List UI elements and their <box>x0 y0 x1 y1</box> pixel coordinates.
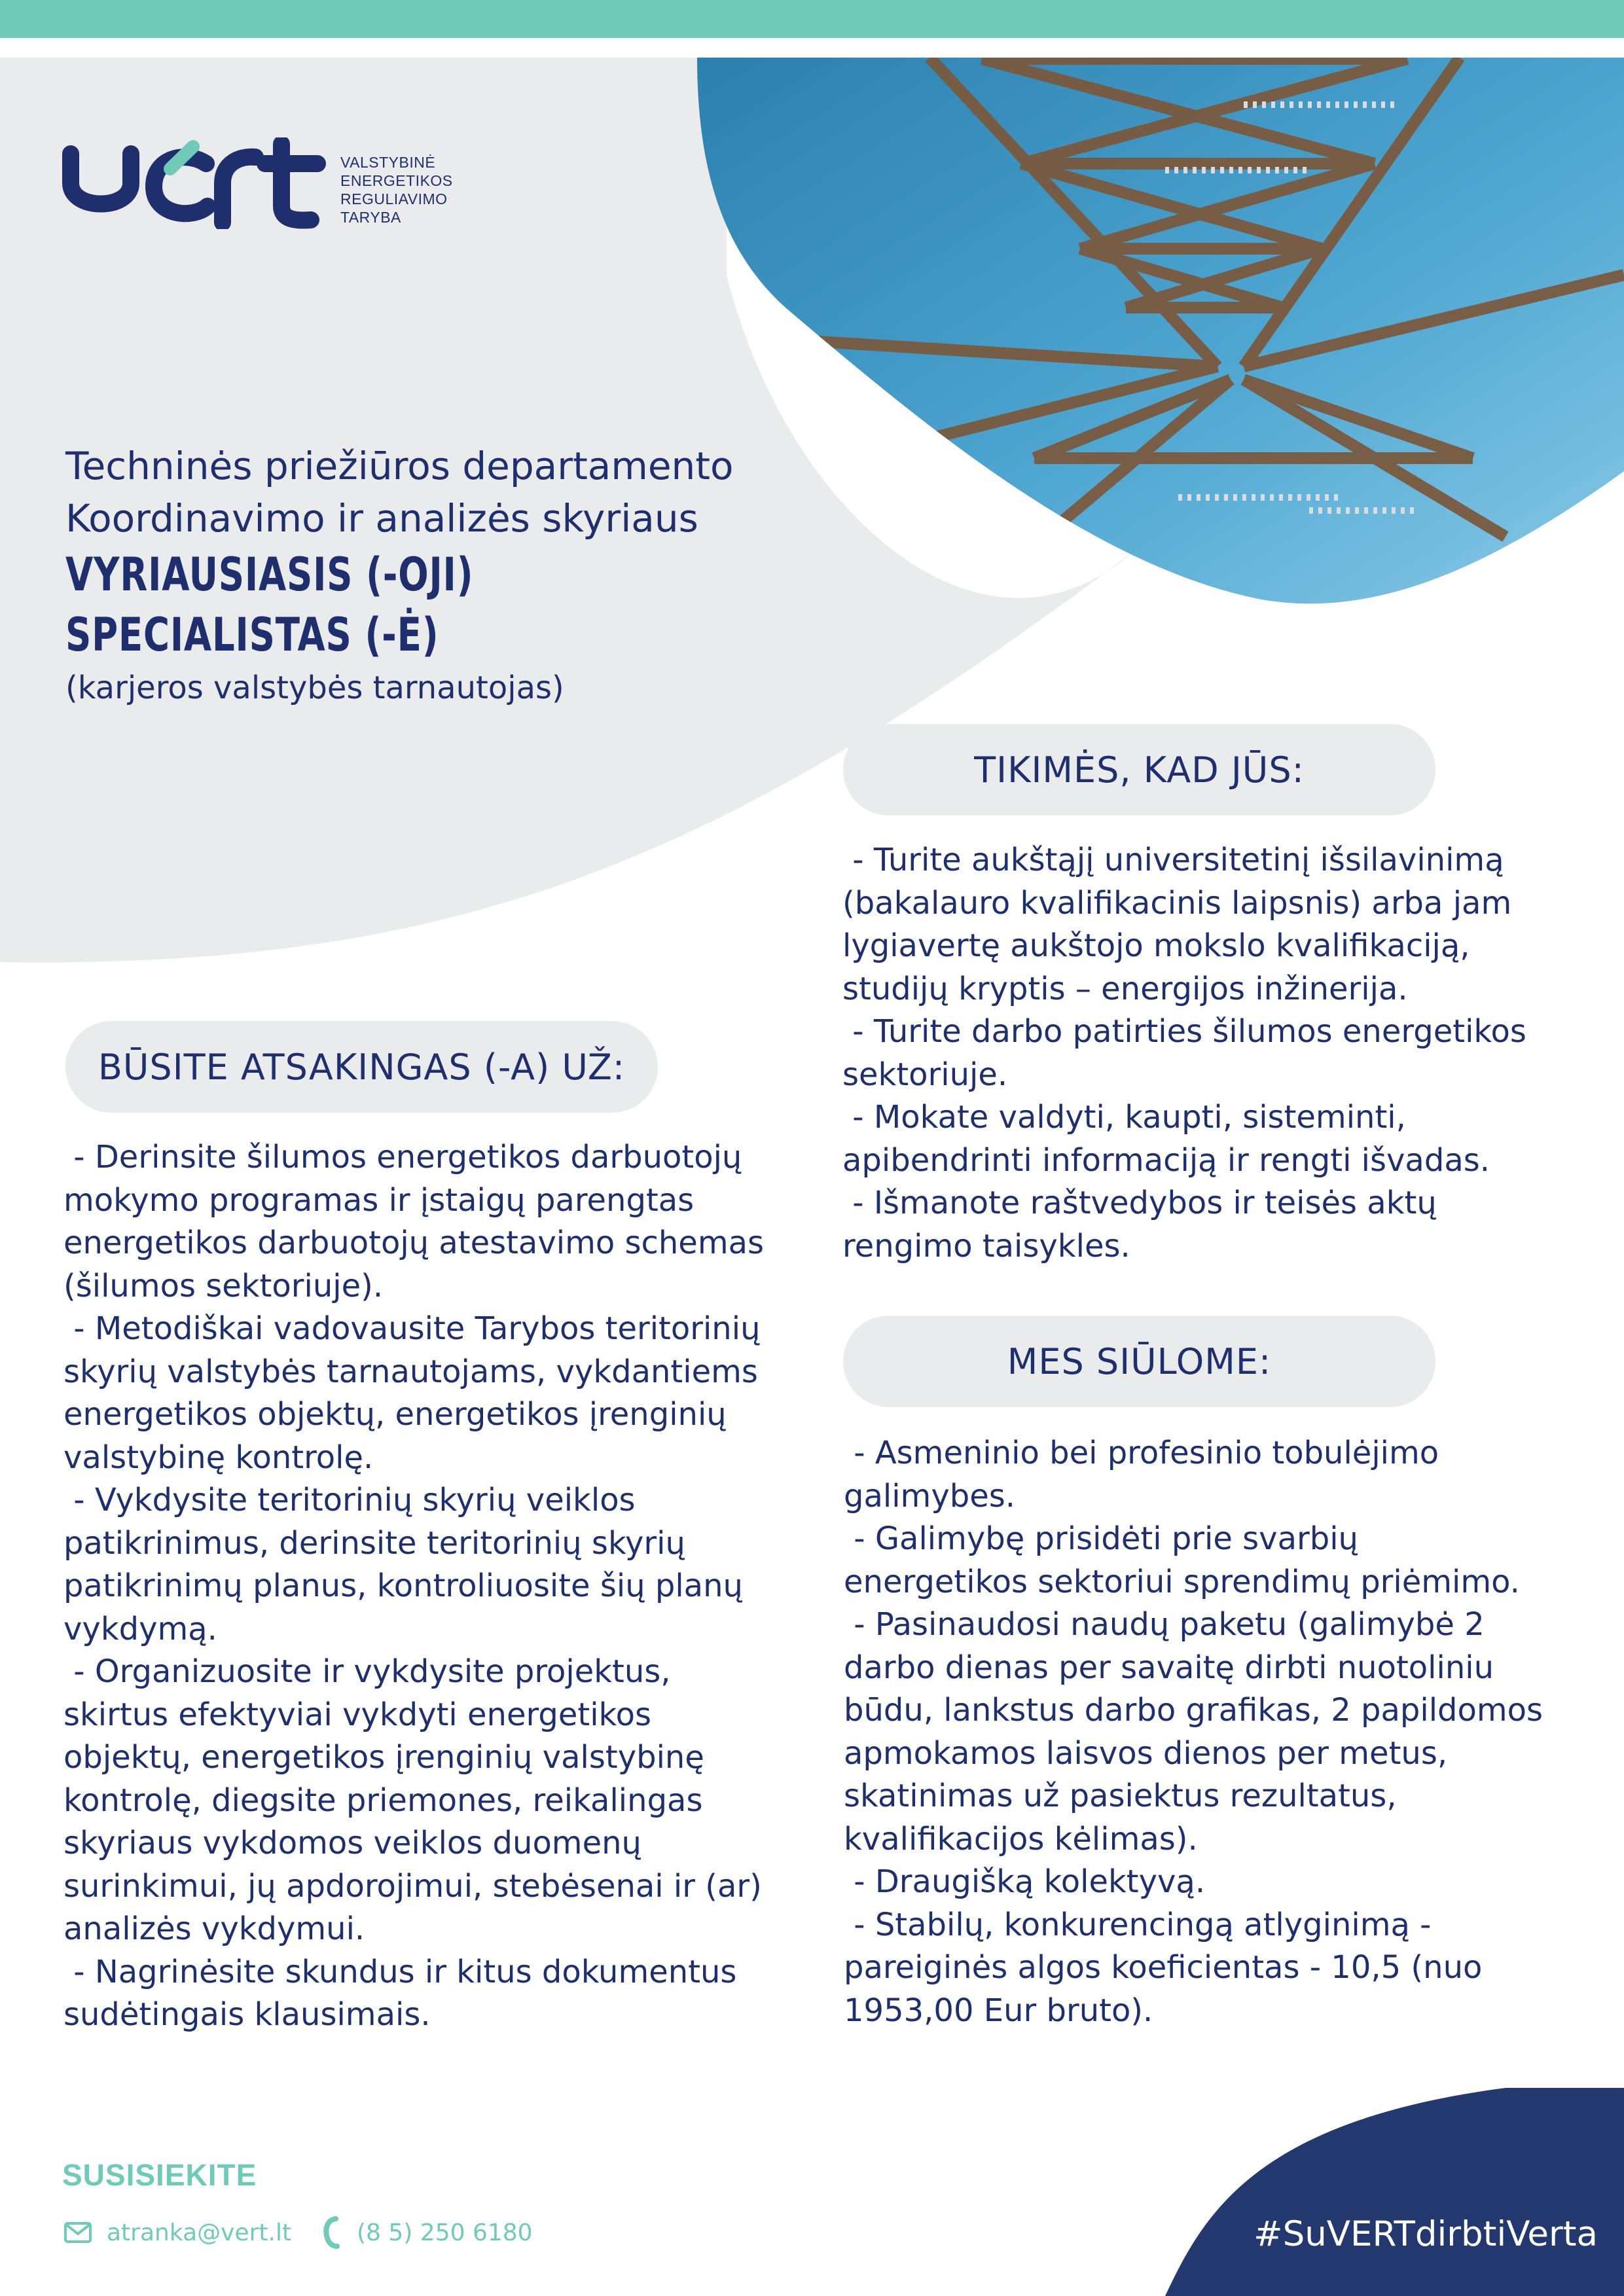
text-line: - Organizuosite ir vykdysite projektus, <box>63 1653 671 1690</box>
position-title: VYRIAUSIASIS (-OJI) SPECIALISTAS (-Ė) <box>65 548 474 662</box>
text-line: patikrinimų planus, kontroliuosite šių planų <box>63 1568 743 1604</box>
logo-line: ENERGETIKOS <box>340 172 453 189</box>
text-line: skirtus efektyviai vykdyti energetikos <box>63 1696 652 1733</box>
text-line: skyrių valstybės tarnautojams, vykdantiems <box>63 1353 758 1390</box>
text-line: (šilumos sektoriuje). <box>63 1267 384 1304</box>
text-line: sektoriuje. <box>842 1056 1008 1093</box>
text-line: vykdymą. <box>63 1610 217 1647</box>
text-line: rengimo taisykles. <box>842 1227 1130 1265</box>
logo-line: VALSTYBINĖ <box>340 154 436 171</box>
text-line: - Derinsite šilumos energetikos darbuotojų <box>63 1139 742 1175</box>
responsibilities-heading: BŪSITE ATSAKINGAS (-A) UŽ: <box>65 1021 658 1113</box>
text-line: - Išmanote raštvedybos ir teisės aktų <box>842 1185 1437 1221</box>
text-line: skatinimas už pasiektus rezultatus, <box>844 1778 1397 1814</box>
text-line: 1953,00 Eur bruto). <box>844 1992 1153 2029</box>
text-line: mokymo programas ir įstaigų parengtas <box>63 1181 695 1219</box>
text-line: sudėtingais klausimais. <box>63 1996 431 2033</box>
text-line: valstybinę kontrolę. <box>63 1439 374 1476</box>
text-line: - Galimybę prisidėti prie svarbių <box>844 1520 1358 1557</box>
text-line: apmokamos laisvos dienos per metus, <box>844 1734 1448 1772</box>
text-line: - Asmeninio bei profesinio tobulėjimo <box>844 1435 1439 1471</box>
position-subtitle: (karjeros valstybės tarnautojas) <box>65 670 564 706</box>
text-line: patikrinimus, derinsite teritorinių skyrių <box>63 1524 685 1562</box>
text-line: (bakalauro kvalifikacinis laipsnis) arba jam <box>842 884 1512 922</box>
text-line: - Turite darbo patirties šilumos energetikos <box>842 1013 1526 1050</box>
text-line: pareiginės algos koeficientas - 10,5 (nuo <box>844 1949 1483 1986</box>
logo-line: TARYBA <box>340 209 401 226</box>
text-line: - Vykdysite teritorinių skyrių veiklos <box>63 1482 636 1518</box>
text-line: analizės vykdymui. <box>63 1910 365 1947</box>
text-line: - Mokate valdyti, kaupti, sisteminti, <box>842 1099 1406 1136</box>
text-line: lygiavertę aukštojo mokslo kvalifikaciją, <box>842 927 1470 964</box>
text-line: - Turite aukštąjį universitetinį išsilavinimą <box>842 842 1504 878</box>
department-line: Techninės priežiūros departamento <box>65 444 734 488</box>
text-line: kvalifikacijos kėlimas). <box>844 1820 1198 1857</box>
text-line: energetikos objektų, energetikos įrenginių <box>63 1396 727 1433</box>
text-line: energetikos darbuotojų atestavimo schemas <box>63 1225 764 1261</box>
text-line: - Metodiškai vadovausite Tarybos teritorinių <box>63 1310 761 1347</box>
text-line: studijų kryptis – energijos inžinerija. <box>842 970 1408 1007</box>
text-line: objektų, energetikos įrenginių valstybinę <box>63 1739 704 1776</box>
text-line: skyriaus vykdomos veiklos duomenų <box>63 1825 641 1861</box>
email-link[interactable]: atranka@vert.lt <box>107 2219 292 2246</box>
text-line: apibendrinti informaciją ir rengti išvadas. <box>842 1141 1490 1179</box>
text-line: - Draugišką kolektyvą. <box>844 1863 1206 1900</box>
text-line: darbo dienas per savaitę dirbti nuotoliniu <box>844 1649 1494 1686</box>
text-line: kontrolę, diegsite priemones, reikalingas <box>63 1782 703 1819</box>
division-line: Koordinavimo ir analizės skyriaus <box>65 496 698 541</box>
hashtag-text: #SuVERTdirbtiVerta <box>1254 2214 1598 2254</box>
phone-link[interactable]: (8 5) 250 6180 <box>357 2219 533 2246</box>
text-line: energetikos sektoriui sprendimų priėmimo. <box>844 1563 1520 1600</box>
text-line: - Pasinaudosi naudų paketu (galimybė 2 <box>844 1606 1485 1643</box>
contact-heading: SUSISIEKITE <box>62 2158 257 2192</box>
text-line: surinkimui, jų apdorojimui, stebėsenai ir (ar) <box>63 1867 762 1905</box>
text-line: galimybes. <box>844 1477 1015 1515</box>
offer-heading: MES SIŪLOME: <box>843 1316 1435 1407</box>
logo-line: REGULIAVIMO <box>340 190 448 207</box>
text-line: - Stabilų, konkurencingą atlyginimą - <box>844 1906 1432 1943</box>
requirements-heading: TIKIMĖS, KAD JŪS: <box>843 724 1435 816</box>
text-line: būdu, lankstus darbo grafikas, 2 papildomos <box>844 1692 1543 1729</box>
text-line: - Nagrinėsite skundus ir kitus dokumentus <box>63 1953 737 1990</box>
